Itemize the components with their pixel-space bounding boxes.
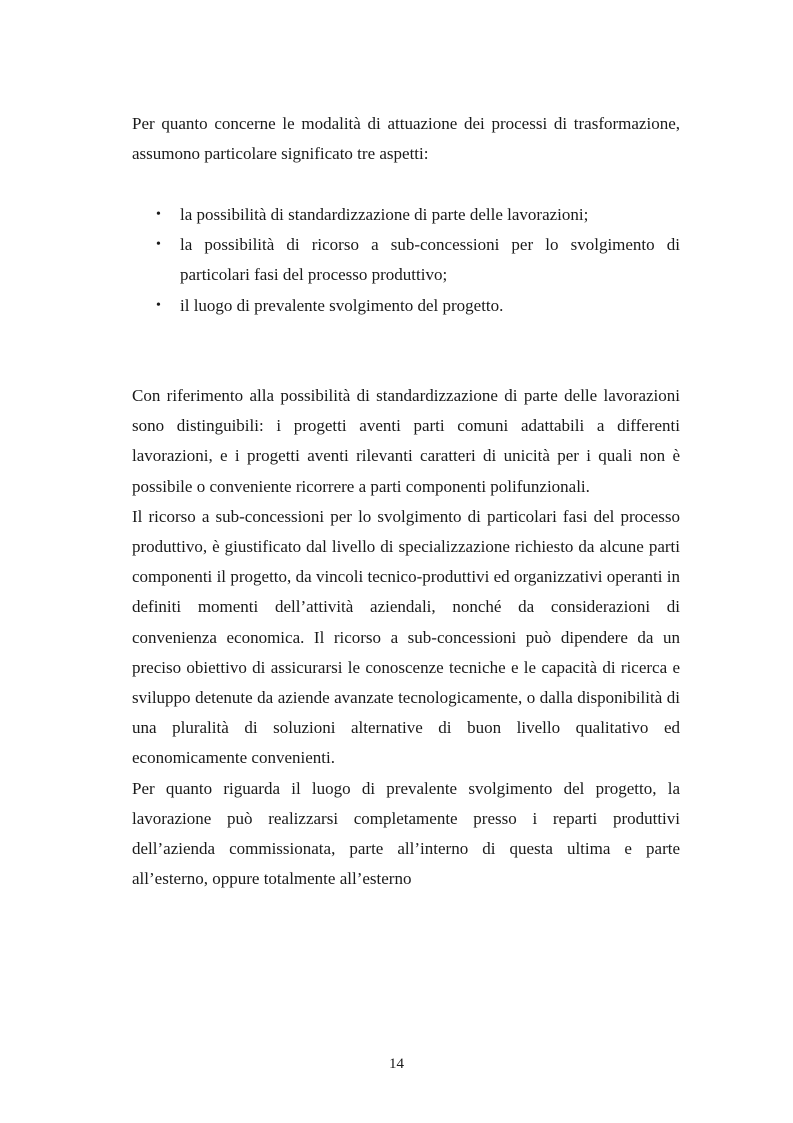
bullet-icon: •: [156, 207, 161, 222]
list-item-text: la possibilità di standardizzazione di parte delle lavorazioni;: [180, 205, 589, 224]
bullet-icon: •: [156, 237, 161, 253]
list-item: [132, 230, 680, 290]
page-number: 14: [389, 1056, 404, 1072]
paragraph-standardization: Con riferimento alla possibilità di standardizzazione di parte delle lavorazioni sono distinguibili: i progetti aventi parti comuni adattabili a differenti lavorazioni, e i progetti aventi rilevanti caratteri di unicità per i quali non è possibile o conveniente ricorrere a parti componenti polifunzionali.: [132, 386, 680, 496]
bullet-icon: •: [156, 297, 161, 313]
aspects-list: [132, 200, 680, 321]
list-item: [132, 200, 680, 230]
intro-paragraph: Per quanto concerne le modalità di attuazione dei processi di trasformazione, assumono particolare significato tre aspetti:: [132, 114, 680, 164]
list-item-text: la possibilità di ricorso a sub-concessioni per lo svolgimento di particolari fasi del processo produttivo;: [180, 235, 680, 285]
body-text: [132, 381, 680, 894]
list-item: [132, 291, 680, 321]
paragraph-sub-concessions: Il ricorso a sub-concessioni per lo svolgimento di particolari fasi del processo produttivo, è giustificato dal livello di specializzazione richiesto da alcune parti componenti il progetto, da vincoli tecnico-produttivi ed organizzativi operanti in definiti momenti dell’attività aziendali, nonché da considerazioni di convenienza economica. Il ricorso a sub-concessioni può dipendere da un preciso obiettivo di assicurarsi le conoscenze tecniche e le capacità di ricerca e sviluppo detenute da aziende avanzate tecnologicamente, o dalla disponibilità di una pluralità di soluzioni alternative di buon livello qualitativo ed economicamente convenienti.: [132, 506, 680, 768]
list-item-text: il luogo di prevalente svolgimento del progetto.: [180, 295, 504, 315]
paragraph-location: Per quanto riguarda il luogo di prevalente svolgimento del progetto, la lavorazione può realizzarsi completamente presso i reparti produttivi dell’azienda commissionata, parte all’interno di questa ultima e parte all’esterno, oppure totalmente all’esterno: [132, 778, 680, 889]
